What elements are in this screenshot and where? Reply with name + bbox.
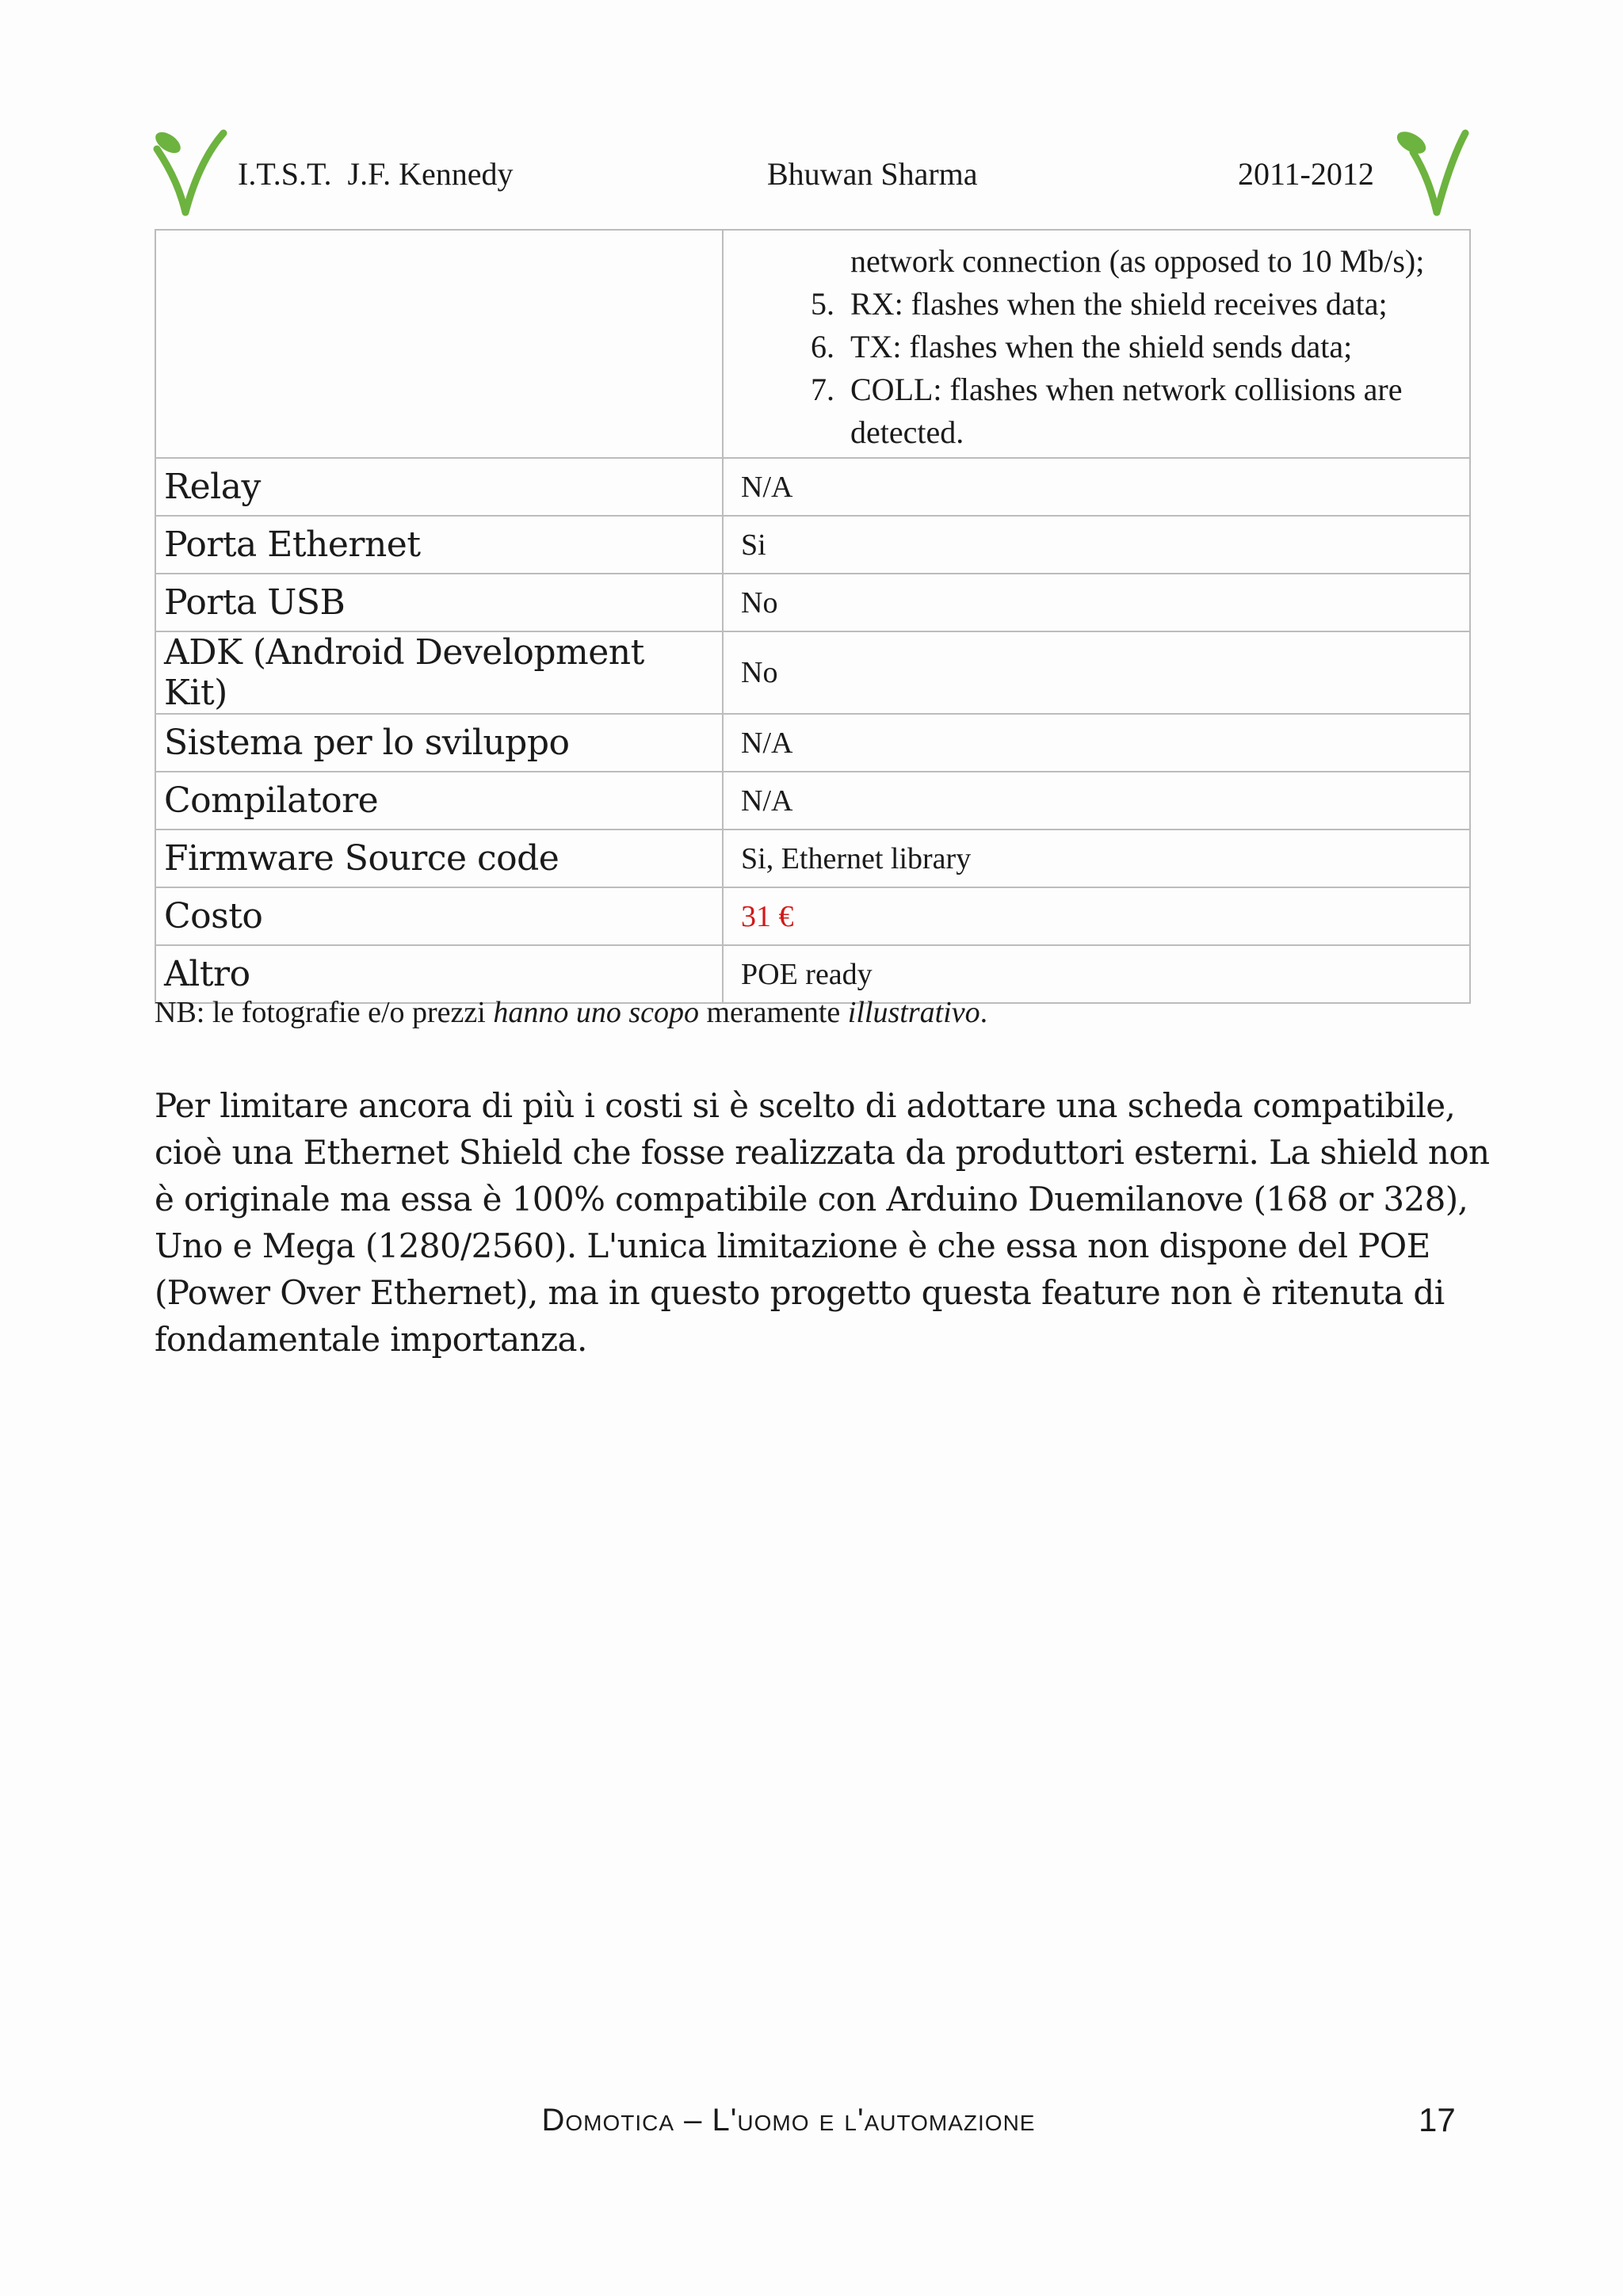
- table-row-continued: [155, 230, 1470, 458]
- table-row: [155, 516, 1470, 574]
- table-row: [155, 772, 1470, 830]
- sprout-logo-left-icon: [151, 125, 230, 216]
- row-label: Firmware Source code: [155, 830, 723, 887]
- table-row: [155, 458, 1470, 516]
- list-item: 5. RX: flashes when the shield receives data;: [811, 286, 1388, 322]
- row-value: N/A: [723, 714, 1470, 772]
- sprout-logo-right-icon: [1391, 125, 1470, 216]
- footer-title: Domotica – L'uomo e l'automazione: [541, 2103, 1036, 2138]
- price-value: 31 €: [723, 887, 1470, 945]
- row-value: No: [723, 631, 1470, 714]
- row-label: Sistema per lo sviluppo: [155, 714, 723, 772]
- list-line-continued: network connection (as opposed to 10 Mb/s);: [850, 243, 1425, 279]
- body-paragraph: Per limitare ancora di più i costi si è scelto di adottare una scheda compatibile, cioè una Ethernet Shield che fosse realizzata da produttori esterni. La shield non è originale ma essa è 100% compatibile con Arduino Duemilanove (168 or 328), Uno e Mega (1280/2560). L'unica limitazione è che essa non dispone del POE (Power Over Ethernet), ma in questo progetto questa feature non è ritenuta di fondamentale importanza.: [155, 1086, 1490, 1359]
- header-author: Bhuwan Sharma: [767, 156, 978, 192]
- row-value: N/A: [723, 772, 1470, 830]
- table-row-price: [155, 887, 1470, 945]
- row-label: Porta USB: [155, 574, 723, 631]
- row-label: ADK (Android Development Kit): [155, 631, 723, 714]
- row-value: No: [723, 574, 1470, 631]
- row-value: Si: [723, 516, 1470, 574]
- header-school: I.T.S.T. J.F. Kennedy: [238, 156, 514, 192]
- row-label: Relay: [155, 458, 723, 516]
- table-row: [155, 574, 1470, 631]
- row-value: N/A: [723, 458, 1470, 516]
- row-label: Costo: [155, 887, 723, 945]
- continued-list: [731, 231, 1461, 454]
- image-price-note: NB: le fotografie e/o prezzi hanno uno scopo meramente illustrativo.: [155, 996, 988, 1029]
- row-label: Compilatore: [155, 772, 723, 830]
- header-year: 2011-2012: [1238, 156, 1374, 192]
- table-row: [155, 631, 1470, 714]
- table-row: [155, 714, 1470, 772]
- page-number: 17: [1419, 2101, 1456, 2138]
- row-label: Altro: [155, 945, 723, 1003]
- row-value: Si, Ethernet library: [723, 830, 1470, 887]
- row-label: Porta Ethernet: [155, 516, 723, 574]
- spec-table: [155, 229, 1471, 1004]
- list-item: 7. COLL: flashes when network collisions are: [811, 372, 1403, 407]
- table-row: [155, 830, 1470, 887]
- row-value: POE ready: [723, 945, 1470, 1003]
- list-line-last: detected.: [850, 414, 964, 450]
- list-item: 6. TX: flashes when the shield sends data;: [811, 329, 1353, 364]
